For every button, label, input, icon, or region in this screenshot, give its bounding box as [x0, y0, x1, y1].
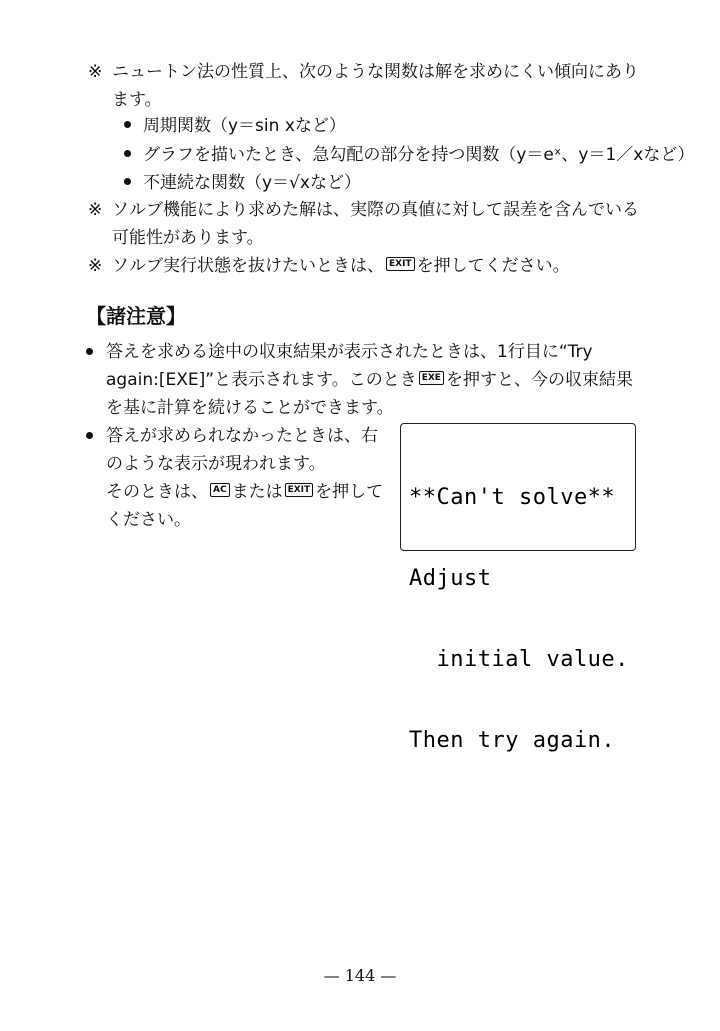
lcd-line: Adjust: [409, 566, 492, 591]
exe-key-icon: EXE: [419, 371, 444, 385]
list-item-steep: グラフを描いたとき、急勾配の部分を持つ関数（y＝eˣ、y＝1／xなど）: [124, 141, 694, 169]
note-text: ソルブ機能により求めた解は、実際の真値に対して誤差を含んでいる可能性があります。: [112, 200, 639, 248]
lcd-line: Then try again.: [409, 728, 616, 753]
note-newton-method: [88, 58, 648, 114]
note-mark: ※: [88, 200, 103, 220]
lcd-screen: [400, 423, 636, 753]
note-mark: ※: [88, 256, 103, 276]
bullet-dot: [86, 348, 93, 355]
ac-key-icon: AC: [210, 483, 230, 497]
paragraph-try-again: 答えを求める途中の収束結果が表示されたときは、1行目に“Try again:[EXE]”と表示されます。このとき EXE を押すと、今の収束結果を基に計算を続けることができます。: [86, 338, 638, 422]
list-item-periodic: 周期関数（y＝sin xなど）: [124, 112, 346, 140]
bullet-dot: [124, 121, 131, 128]
note-exit: ※ ソルブ実行状態を抜けたいときは、 EXIT を押してください。: [88, 252, 648, 280]
list-item-discontinuous: 不連続な関数（y＝√xなど）: [124, 169, 361, 197]
lcd-line: **Can't solve**: [409, 485, 616, 510]
bullet-dot: [86, 432, 93, 439]
exit-key-icon: EXIT: [285, 483, 314, 497]
note-mark: ※: [88, 62, 103, 82]
bullet-dot: [124, 150, 131, 157]
page-number: — 144 —: [323, 966, 397, 985]
paragraph-cant-solve: 答えが求められなかったときは、右のような表示が現われます。 そのときは、 AC または EXIT を押してください。: [86, 422, 386, 534]
section-heading: 【諸注意】: [86, 304, 186, 328]
lcd-line: initial value.: [409, 647, 629, 672]
bullet-dot: [124, 178, 131, 185]
exit-key-icon: EXIT: [386, 257, 415, 271]
note-text: ニュートン法の性質上、次のような関数は解を求めにくい傾向にあります。: [112, 62, 639, 110]
note-error: [88, 196, 648, 252]
